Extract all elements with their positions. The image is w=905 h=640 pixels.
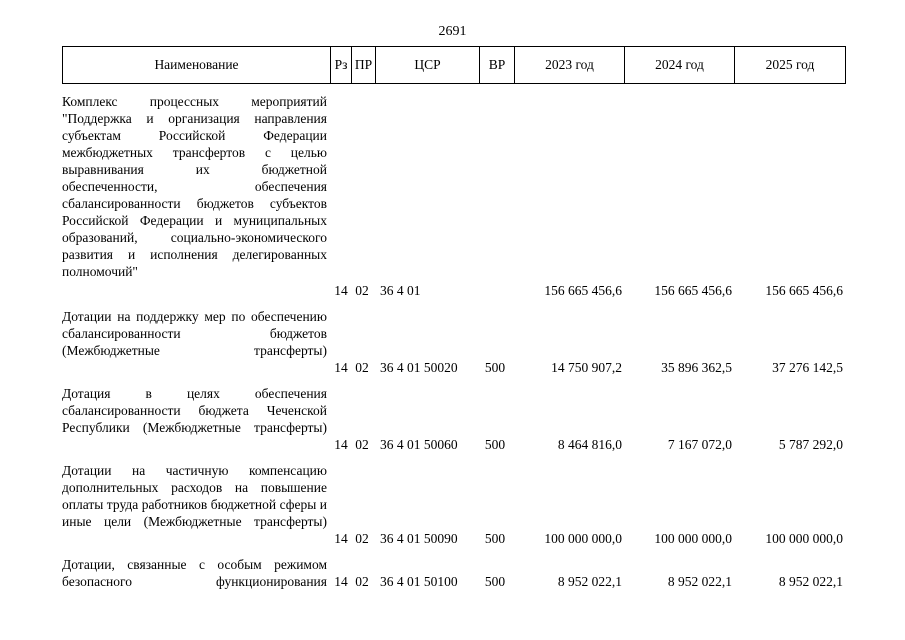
row-name: Дотации на поддержку мер по обеспечению сбалансированности бюджетов (Межбюджетные трансферты)	[62, 309, 327, 358]
row-2023: 156 665 456,6	[544, 283, 622, 298]
row-csr: 36 4 01 50090	[380, 531, 458, 546]
row-2024: 8 952 022,1	[667, 574, 732, 589]
row-pr: 02	[355, 531, 369, 546]
row-rz: 14	[334, 283, 348, 298]
row-2024: 156 665 456,6	[654, 283, 732, 298]
row-2025: 100 000 000,0	[765, 531, 843, 546]
page-number: 2691	[438, 24, 467, 39]
row-rz: 14	[334, 574, 348, 589]
row-vr: 500	[484, 437, 506, 452]
table-row	[62, 308, 845, 376]
row-name: Дотации, связанные с особым режимом безопасного функционирования	[62, 557, 327, 589]
row-2024: 35 896 362,5	[661, 360, 732, 375]
header-2025: 2025 год	[735, 47, 846, 84]
row-vr: 500	[484, 531, 506, 546]
row-vr: 500	[484, 574, 506, 589]
header-vr: ВР	[480, 47, 515, 84]
row-pr: 02	[355, 574, 369, 589]
row-2024: 100 000 000,0	[654, 531, 732, 546]
row-csr: 36 4 01 50060	[380, 437, 458, 452]
row-pr: 02	[355, 360, 369, 375]
header-csr: ЦСР	[376, 47, 480, 84]
row-2023: 8 952 022,1	[557, 574, 622, 589]
table-row	[62, 385, 845, 453]
row-name: Комплекс процессных мероприятий "Поддержка и организация направления субъектам Российской Федерации межбюджетных трансфертов с целью выравнивания их бюджетной обеспеченности, обеспечения сбалансированности бюджетов субъектов Российской Федерации и муниципальных образований, социально-экономического развития и исполнения делегированных полномочий"	[62, 94, 327, 279]
row-2025: 8 952 022,1	[778, 574, 843, 589]
row-csr: 36 4 01	[380, 283, 421, 298]
header-2023: 2023 год	[515, 47, 625, 84]
row-2023: 8 464 816,0	[557, 437, 622, 452]
row-2025: 37 276 142,5	[772, 360, 843, 375]
row-name: Дотация в целях обеспечения сбалансированности бюджета Чеченской Республики (Межбюджетные трансферты)	[62, 386, 327, 435]
row-pr: 02	[355, 437, 369, 452]
header-2024: 2024 год	[625, 47, 735, 84]
table-row	[62, 462, 845, 547]
row-2024: 7 167 072,0	[667, 437, 732, 452]
header-pr: ПР	[352, 47, 376, 84]
header-name: Наименование	[63, 47, 331, 84]
row-rz: 14	[334, 360, 348, 375]
row-2025: 156 665 456,6	[765, 283, 843, 298]
row-rz: 14	[334, 437, 348, 452]
table-row	[62, 556, 845, 590]
row-2025: 5 787 292,0	[778, 437, 843, 452]
row-pr: 02	[355, 283, 369, 298]
row-rz: 14	[334, 531, 348, 546]
table-row	[62, 93, 845, 299]
row-csr: 36 4 01 50020	[380, 360, 458, 375]
table-header	[62, 46, 846, 84]
row-2023: 100 000 000,0	[544, 531, 622, 546]
row-vr: 500	[484, 360, 506, 375]
header-rz: Рз	[331, 47, 352, 84]
row-name: Дотации на частичную компенсацию дополнительных расходов на повышение оплаты труда работников бюджетной сферы и иные цели (Межбюджетные трансферты)	[62, 463, 327, 529]
row-csr: 36 4 01 50100	[380, 574, 458, 589]
row-2023: 14 750 907,2	[551, 360, 622, 375]
